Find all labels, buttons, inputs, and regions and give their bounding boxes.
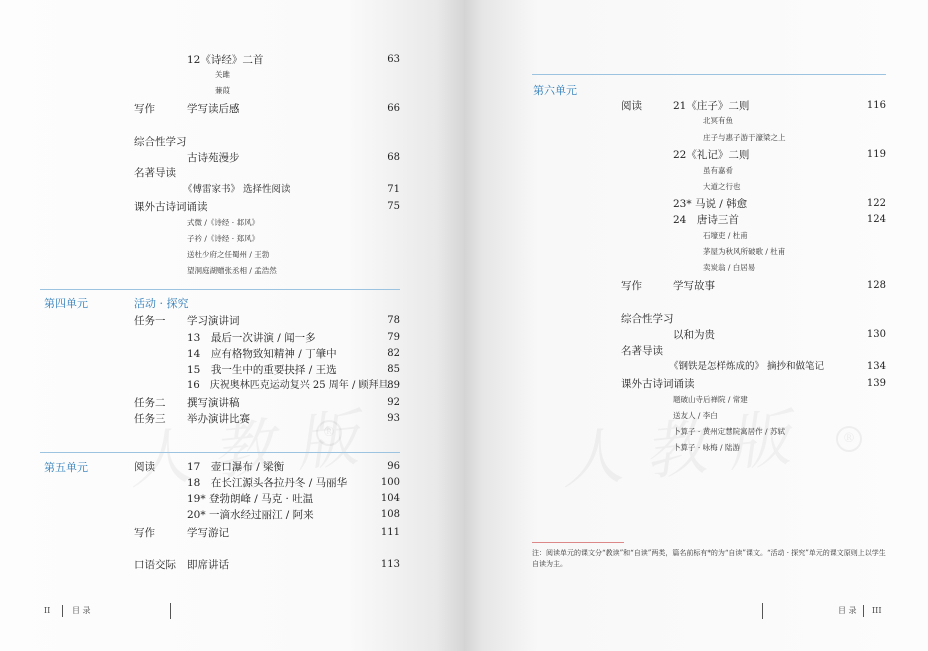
unit5-oral-page: 113 xyxy=(380,559,400,570)
unit6-writing-title[interactable]: 学写故事 xyxy=(673,280,715,292)
extra-poem-2[interactable]: 子衿 /《诗经 · 郑风》 xyxy=(187,234,260,243)
unit6-comprehensive-page: 130 xyxy=(866,329,886,340)
extra-poems-page: 75 xyxy=(387,201,400,212)
lesson-12-page: 63 xyxy=(387,54,400,65)
lesson-17-page: 96 xyxy=(387,461,400,472)
lesson-20[interactable]: 20* 一滴水经过丽江 / 阿来 xyxy=(187,509,314,521)
lesson-17[interactable]: 17 壶口瀑布 / 梁衡 xyxy=(187,461,285,473)
unit6-title[interactable]: 第六单元 xyxy=(533,84,577,97)
extra-poem-1[interactable]: 式微 /《诗经 · 邶风》 xyxy=(187,218,260,227)
unit6-extra-poem-1[interactable]: 题破山寺后禅院 / 常建 xyxy=(673,395,748,404)
footnote: 注：阅读单元的课文分“教读”和“自读”两类，篇名前标有*的为“自读”课文。“活动 · 探究”单元的课文原则上以学生自读为主。 xyxy=(532,549,886,568)
lesson-15[interactable]: 15 我一生中的重要抉择 / 王选 xyxy=(187,364,337,376)
lesson-21-page: 116 xyxy=(866,100,886,111)
lesson-16[interactable]: 16 庆祝奥林匹克运动复兴 25 周年 / 顾拜旦 xyxy=(187,380,389,391)
lesson-12-sub-1: 关雎 xyxy=(215,70,230,79)
lesson-12-title[interactable]: 12《诗经》二首 xyxy=(187,54,264,66)
right-footer-separator xyxy=(863,605,864,617)
lesson-24[interactable]: 24 唐诗三首 xyxy=(673,214,739,226)
unit6-writing-label: 写作 xyxy=(621,280,642,292)
unit4-task3-title[interactable]: 举办演讲比赛 xyxy=(187,413,250,425)
watermark-registered-left: ® xyxy=(316,420,342,446)
lesson-14[interactable]: 14 应有格物致知精神 / 丁肇中 xyxy=(187,348,337,360)
unit6-extra-poems-label: 课外古诗词诵读 xyxy=(621,378,695,390)
unit6-extra-poem-2[interactable]: 送友人 / 李白 xyxy=(673,411,718,420)
unit4-task3-page: 93 xyxy=(387,413,400,424)
unit6-reading-label: 阅读 xyxy=(621,100,642,112)
unit4-task1-title[interactable]: 学习演讲词 xyxy=(187,315,240,327)
lesson-21[interactable]: 21《庄子》二则 xyxy=(673,100,750,112)
right-footer-label: 目 录 xyxy=(838,606,857,615)
lesson-22-sub-1: 虽有嘉肴 xyxy=(703,166,733,175)
extra-poem-3[interactable]: 送杜少府之任蜀州 / 王勃 xyxy=(187,250,270,259)
comprehensive-item[interactable]: 古诗苑漫步 xyxy=(187,152,240,164)
unit4-section: 活动 · 探究 xyxy=(134,297,189,310)
unit5-oral-title[interactable]: 即席讲话 xyxy=(187,559,229,571)
unit4-task3-label: 任务三 xyxy=(134,413,166,425)
extra-poems-label: 课外古诗词诵读 xyxy=(134,201,208,213)
unit4-task1-page: 78 xyxy=(387,315,400,326)
lesson-22-page: 119 xyxy=(866,149,886,160)
unit5-divider xyxy=(40,452,400,453)
unit6-classics-item[interactable]: 《钢铁是怎样炼成的》 摘抄和做笔记 xyxy=(669,361,825,372)
right-page xyxy=(464,0,928,651)
lesson-13[interactable]: 13 最后一次讲演 / 闻一多 xyxy=(187,332,316,344)
extra-poem-4[interactable]: 望洞庭湖赠张丞相 / 孟浩然 xyxy=(187,266,277,275)
left-footer-separator xyxy=(62,605,63,617)
unit4-task2-label: 任务二 xyxy=(134,397,166,409)
lesson-23[interactable]: 23* 马说 / 韩愈 xyxy=(673,198,748,210)
lesson-14-page: 82 xyxy=(387,348,400,359)
lesson-19[interactable]: 19* 登勃朗峰 / 马克 · 吐温 xyxy=(187,493,314,505)
unit6-classics-page: 134 xyxy=(866,361,886,372)
note-rule xyxy=(532,542,624,543)
unit6-comprehensive-label: 综合性学习 xyxy=(621,313,674,325)
lesson-18-page: 100 xyxy=(380,477,400,488)
unit6-divider xyxy=(532,74,886,75)
unit5-writing-label: 写作 xyxy=(134,527,155,539)
unit6-classics-label: 名著导读 xyxy=(621,345,663,357)
left-footer-label: 目 录 xyxy=(72,606,91,615)
left-footer-mark xyxy=(170,603,171,619)
unit4-task2-title[interactable]: 撰写演讲稿 xyxy=(187,397,240,409)
lesson-22-sub-2: 大道之行也 xyxy=(703,182,741,191)
unit5-writing-title[interactable]: 学写游记 xyxy=(187,527,229,539)
lesson-15-page: 85 xyxy=(387,364,400,375)
classics-item[interactable]: 《傅雷家书》 选择性阅读 xyxy=(183,184,291,195)
unit6-writing-page: 128 xyxy=(866,280,886,291)
comprehensive-page: 68 xyxy=(387,152,400,163)
classics-label: 名著导读 xyxy=(134,167,176,179)
lesson-18[interactable]: 18 在长江源头各拉丹冬 / 马丽华 xyxy=(187,477,348,489)
lesson-24-page: 124 xyxy=(866,214,886,225)
classics-page: 71 xyxy=(387,184,400,195)
lesson-24-sub-2: 茅屋为秋风所破歌 / 杜甫 xyxy=(703,247,786,256)
unit4-task2-page: 92 xyxy=(387,397,400,408)
lesson-13-page: 79 xyxy=(387,332,400,343)
lesson-24-sub-3: 卖炭翁 / 白居易 xyxy=(703,263,756,272)
unit5-title[interactable]: 第五单元 xyxy=(44,461,88,474)
unit5-oral-label: 口语交际 xyxy=(134,559,176,571)
lesson-20-page: 108 xyxy=(380,509,400,520)
lesson-21-sub-1: 北冥有鱼 xyxy=(703,116,733,125)
lesson-24-sub-1: 石壕吏 / 杜甫 xyxy=(703,231,748,240)
writing-label: 写作 xyxy=(134,103,155,115)
unit6-extra-poem-3[interactable]: 卜算子 · 黄州定慧院寓居作 / 苏轼 xyxy=(673,427,785,436)
watermark-registered-right: ® xyxy=(836,426,862,452)
unit5-reading-label: 阅读 xyxy=(134,461,155,473)
writing-page: 66 xyxy=(387,103,400,114)
unit4-task1-label: 任务一 xyxy=(134,315,166,327)
writing-title[interactable]: 学写读后感 xyxy=(187,103,240,115)
lesson-19-page: 104 xyxy=(380,493,400,504)
right-footer-mark xyxy=(762,603,763,619)
unit4-divider xyxy=(40,289,400,290)
lesson-22[interactable]: 22《礼记》二则 xyxy=(673,149,750,161)
unit6-comprehensive-item[interactable]: 以和为贵 xyxy=(673,329,715,341)
right-page-number: III xyxy=(872,606,882,615)
lesson-23-page: 122 xyxy=(866,198,886,209)
left-page-number: II xyxy=(44,606,51,615)
unit6-extra-poem-4[interactable]: 卜算子 · 咏梅 / 陆游 xyxy=(673,443,740,452)
lesson-21-sub-2: 庄子与惠子游于濠梁之上 xyxy=(703,133,786,142)
comprehensive-label: 综合性学习 xyxy=(134,136,187,148)
unit5-writing-page: 111 xyxy=(380,527,400,538)
lesson-16-page: 89 xyxy=(387,380,400,391)
unit4-title[interactable]: 第四单元 xyxy=(44,297,88,310)
lesson-12-sub-2: 蒹葭 xyxy=(215,86,230,95)
unit6-extra-poems-page: 139 xyxy=(866,378,886,389)
